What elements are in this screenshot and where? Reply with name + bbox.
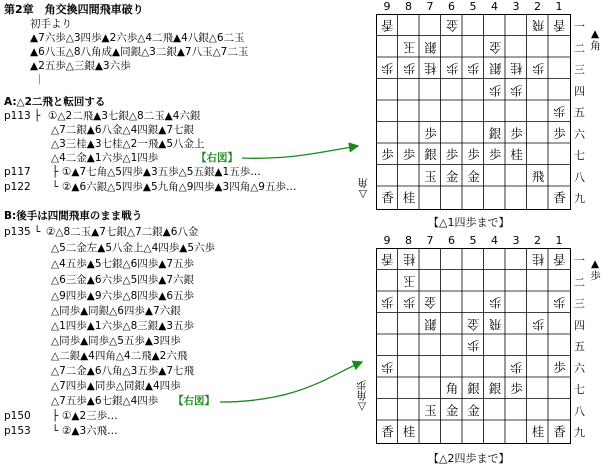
board2-row-label: 四 xyxy=(574,318,585,332)
board1-row-label: 二 xyxy=(574,41,585,55)
tree-branch-mark: ├ xyxy=(34,110,41,122)
board1-piece-sente: 桂 xyxy=(510,147,523,162)
board2-col-label: 7 xyxy=(426,234,434,247)
intro-line: ▲2五歩△三銀▲3六歩 xyxy=(30,60,131,72)
board2-col-label: 5 xyxy=(469,234,477,247)
board2-row-label: 八 xyxy=(574,404,585,418)
board1-piece-sente: 歩 xyxy=(445,147,459,162)
board2 xyxy=(376,248,571,444)
board1-piece-sente: 歩 xyxy=(424,125,437,141)
board2-piece-gote: 桂 xyxy=(531,252,545,267)
board1-piece-gote: 飛 xyxy=(531,18,545,33)
board2-piece-gote: 香 xyxy=(381,252,394,267)
section-b-sub-page: p150 xyxy=(4,410,31,422)
board1-piece-gote: 歩 xyxy=(445,61,459,76)
board1-piece-sente: 歩 xyxy=(467,147,480,162)
board2-col-label: 2 xyxy=(534,234,541,247)
board1-row-label: 六 xyxy=(574,127,585,141)
board1-col-label: 1 xyxy=(555,0,563,13)
board2-piece-sente: 桂 xyxy=(531,424,545,439)
board2-piece-sente: 桂 xyxy=(402,424,416,439)
arrow-to-board1 xyxy=(242,146,358,158)
board1-row-label: 四 xyxy=(574,84,585,98)
board1-piece-sente: 金 xyxy=(467,168,480,184)
board2-col-label: 3 xyxy=(512,234,520,247)
section-a-sub-page: p122 xyxy=(4,181,31,193)
section-a-sub-line: ①▲7七角△5四歩▲3五歩△5五銀▲1五歩… xyxy=(62,166,261,178)
board2-piece-gote: 香 xyxy=(553,252,566,267)
board2-piece-gote: 歩 xyxy=(381,295,394,310)
board1-caption: 【△1四歩まで】 xyxy=(428,216,510,229)
board1 xyxy=(376,14,571,210)
section-b-line: △5二金左▲5八金上△4四歩▲5六歩 xyxy=(51,242,216,254)
board1-col-label: 4 xyxy=(491,0,498,13)
section-a-line: ①△2二飛▲3七銀△8二玉▲4六銀 xyxy=(48,110,201,122)
board1-piece-gote: 歩 xyxy=(553,104,566,119)
arrow-to-board2 xyxy=(220,362,362,402)
section-a-line: △3三桂▲3七桂△2一飛▲5八金上 xyxy=(51,138,205,150)
board2-col-label: 6 xyxy=(448,234,455,247)
board2-piece-gote: 歩 xyxy=(553,295,566,310)
board2-piece-gote: 玉 xyxy=(402,273,416,289)
intro-line: ▲6八玉△8八角成▲同銀△3二銀▲7八玉△7二玉 xyxy=(30,46,249,58)
board1-piece-sente: 銀 xyxy=(488,125,502,141)
board1-row-label: 九 xyxy=(574,192,585,205)
section-b-page: p135 xyxy=(4,226,31,238)
board1-piece-gote: 桂 xyxy=(424,61,437,76)
section-b-line: △4五歩▲5七銀△6四歩▲7五歩 xyxy=(51,258,195,270)
board2-col-label: 1 xyxy=(555,234,563,247)
board2-col-label: 4 xyxy=(491,234,498,247)
board1-piece-gote: 歩 xyxy=(402,61,416,76)
board2-piece-sente: 銀 xyxy=(488,381,502,396)
board1-col-label: 9 xyxy=(383,0,391,13)
intro-start: 初手より xyxy=(30,18,72,30)
section-a-page: p113 xyxy=(4,110,31,122)
tree-branch-mark: ├ xyxy=(52,166,59,178)
board2-piece-gote: 歩 xyxy=(402,295,416,310)
board1-piece-gote: 歩 xyxy=(488,82,502,98)
section-b-line: △7四歩▲同歩△同銀▲4四歩 xyxy=(51,380,181,392)
board2-piece-gote: 歩 xyxy=(381,359,394,375)
section-b-figure-link[interactable]: 【右図】 xyxy=(173,395,215,407)
board1-piece-sente: 歩 xyxy=(488,147,502,162)
section-a-line: △4二金▲1六歩△1四歩 xyxy=(51,152,159,164)
board2-piece-gote: 金 xyxy=(467,316,480,332)
board1-piece-gote: 金 xyxy=(488,39,502,55)
board1-row-label: 七 xyxy=(574,149,585,162)
board1-piece-gote: 香 xyxy=(381,18,394,33)
board1-piece-gote: 歩 xyxy=(467,61,480,76)
tree-branch-mark: └ xyxy=(34,226,41,238)
board1-piece-gote: 玉 xyxy=(402,39,416,55)
board2-piece-gote: 銀 xyxy=(424,316,437,332)
board1-row-label: 八 xyxy=(574,170,585,184)
board2-gote-hand: △角歩 xyxy=(356,380,368,413)
board2-piece-gote: 飛 xyxy=(488,316,502,332)
board2-piece-sente: 玉 xyxy=(424,402,437,418)
board2-piece-sente: 金 xyxy=(467,402,480,418)
board1-piece-sente: 歩 xyxy=(402,147,416,162)
board2-piece-sente: 銀 xyxy=(467,381,480,396)
section-b-line: △1四歩▲1六歩△8三銀▲3五歩 xyxy=(51,320,195,332)
section-b-line: △同歩▲同歩△5五歩▲3四歩 xyxy=(51,335,181,347)
section-b-sub-page: p153 xyxy=(4,425,31,437)
tree-branch-mark: └ xyxy=(52,425,59,437)
board2-piece-sente: 歩 xyxy=(510,381,523,396)
section-a-line: △7二銀▲6八金△4四銀▲7七銀 xyxy=(51,124,195,136)
board1-piece-sente: 歩 xyxy=(381,147,394,162)
tree-branch-mark: ｜ xyxy=(34,74,45,86)
section-b-line: △同歩▲同銀△6四歩▲7六銀 xyxy=(51,305,181,317)
board2-piece-sente: 香 xyxy=(381,424,394,439)
section-b-line: △7二金▲6八角△3五歩▲7七飛 xyxy=(51,365,195,377)
section-a-figure-link[interactable]: 【右図】 xyxy=(196,152,238,164)
chapter-title: 第2章 角交換四間飛車破り xyxy=(4,3,144,16)
board1-sente-hand: ▲角 xyxy=(589,28,601,51)
board1-piece-sente: 玉 xyxy=(424,168,437,184)
board1-row-label: 五 xyxy=(574,106,585,119)
board2-piece-gote: 桂 xyxy=(402,252,416,267)
board1-piece-sente: 歩 xyxy=(510,125,523,141)
tree-branch-mark: ├ xyxy=(52,410,59,422)
board1-col-label: 8 xyxy=(405,0,412,13)
board2-caption: 【△2四歩まで】 xyxy=(428,452,510,465)
section-a-title: A:△2二飛と転回する xyxy=(4,96,106,108)
board2-row-label: 五 xyxy=(574,340,585,353)
board2-row-label: 九 xyxy=(574,426,585,439)
board2-piece-gote: 歩 xyxy=(467,338,480,353)
section-a-sub-page: p117 xyxy=(4,166,31,178)
section-b-sub-line: ②▲3六飛… xyxy=(62,425,118,437)
board1-piece-gote: 香 xyxy=(553,18,566,33)
board1-piece-sente: 飛 xyxy=(531,168,545,184)
board1-piece-gote: 銀 xyxy=(424,39,437,55)
board2-piece-gote: 歩 xyxy=(531,316,545,332)
board2-piece-sente: 歩 xyxy=(553,359,566,375)
board2-piece-sente: 角 xyxy=(445,381,459,396)
section-b-line: △9四歩▲9六歩△8四歩▲6五歩 xyxy=(51,290,195,302)
board2-sente-hand: ▲歩 xyxy=(589,258,601,281)
board1-col-label: 2 xyxy=(534,0,541,13)
board2-piece-gote: 金 xyxy=(424,295,437,310)
board1-piece-gote: 歩 xyxy=(510,82,523,98)
board1-piece-sente: 香 xyxy=(381,190,394,205)
section-b-line: △6三金▲6六歩△5四歩▲7六銀 xyxy=(51,274,195,286)
board1-piece-sente: 銀 xyxy=(424,147,437,162)
section-b-line: △7五歩▲6七銀△4四歩 xyxy=(51,395,159,407)
board2-row-label: 二 xyxy=(574,275,585,289)
board2-col-label: 9 xyxy=(383,234,391,247)
board2-row-label: 六 xyxy=(574,361,585,375)
board1-piece-sente: 香 xyxy=(553,190,566,205)
board1-row-label: 三 xyxy=(574,63,585,76)
board1-col-label: 6 xyxy=(448,0,455,13)
board1-piece-gote: 金 xyxy=(445,18,459,33)
board2-row-label: 一 xyxy=(574,254,585,267)
section-b-line: ②△8二玉▲7七銀△7二銀▲6八金 xyxy=(46,226,199,238)
section-b-title: B:後手は四間飛車のまま戦う xyxy=(4,210,143,222)
board1-piece-gote: 歩 xyxy=(381,61,394,76)
board1-piece-sente: 金 xyxy=(445,168,459,184)
board2-piece-sente: 香 xyxy=(553,424,566,439)
board2-row-label: 七 xyxy=(574,383,585,396)
board2-row-label: 三 xyxy=(574,297,585,310)
board1-col-label: 5 xyxy=(469,0,477,13)
board2-col-label: 8 xyxy=(405,234,412,247)
board1-piece-sente: 歩 xyxy=(553,125,566,141)
section-b-line: △二銀▲4四角△4二飛▲2六飛 xyxy=(51,350,188,362)
board1-piece-gote: 桂 xyxy=(510,61,523,76)
board1-row-label: 一 xyxy=(574,20,585,33)
tree-branch-mark: └ xyxy=(52,181,59,193)
board2-piece-gote: 歩 xyxy=(488,295,502,310)
board1-col-label: 3 xyxy=(512,0,520,13)
board1-gote-hand: △角 xyxy=(357,178,369,201)
section-b-sub-line: ①▲2三歩… xyxy=(62,410,118,422)
intro-line: ▲7六歩△3四歩▲2六歩△4二飛▲4八銀△6二玉 xyxy=(30,32,245,44)
board1-piece-gote: 歩 xyxy=(531,61,545,76)
board1-col-label: 7 xyxy=(426,0,434,13)
board1-piece-gote: 銀 xyxy=(488,61,502,76)
board1-piece-sente: 桂 xyxy=(402,190,416,205)
board2-piece-sente: 金 xyxy=(445,402,459,418)
section-a-sub-line: ②▲6六銀△5四歩▲5九角△9四歩▲3四角△9五歩… xyxy=(62,181,297,193)
board2-piece-gote: 歩 xyxy=(510,359,523,375)
